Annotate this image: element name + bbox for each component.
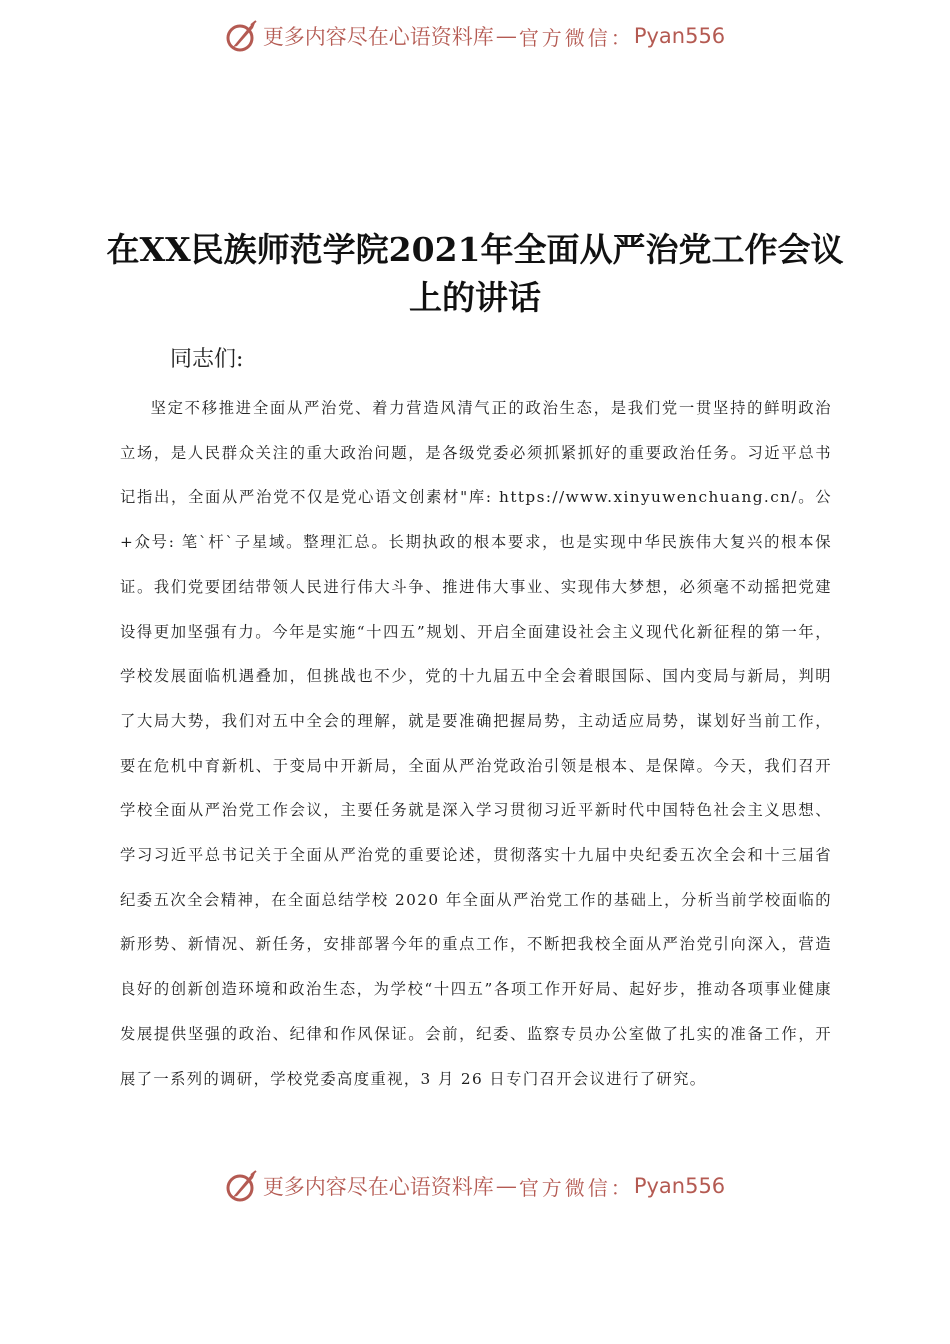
watermark-wechat-label: 官方微信： [518,1175,634,1200]
quill-logo-icon [225,19,259,53]
watermark-brand-text: 更多内容尽在心语资料库 [262,1175,494,1199]
quill-logo-icon [225,1169,259,1203]
body-paragraph: 坚定不移推进全面从严治党、着力营造风清气正的政治生态，是我们党一贯坚持的鲜明政治立场，是人民群众关注的重大政治问题，是各级党委必须抓紧抓好的重要政治任务。习近平总书记指出，全面从严治党不仅是党心语文创素材"库: https://www.xinyuwenchuang.cn/。公+众号: 笔`杆`子星域。整理汇总。长期执政的根本要求，也是实现中华民族伟大复兴的根本保证。我们党要团结带领人民进行伟大斗争、推进伟大事业、实现伟大梦想，必须毫不动摇把党建设得更加坚强有力。今年是实施“十四五”规划、开启全面建设社会主义现代化新征程的第一年，学校发展面临机遇叠加，但挑战也不少，党的十九届五中全会着眼国际、国内变局与新局，判明了大局大势，我们对五中全会的理解，就是要准确把握局势，主动适应局势，谋划好当前工作，要在危机中育新机、于变局中开新局，全面从严治党政治引领是根本、是保障。今天，我们召开学校全面从严治党工作会议，主要任务就是深入学习贯彻习近平新时代中国特色社会主义思想、学习习近平总书记关于全面从严治党的重要论述，贯彻落实十九届中央纪委五次全会和十三届省纪委五次全会精神，在全面总结学校 2020 年全面从严治党工作的基础上，分析当前学校面临的新形势、新情况、新任务，安排部署今年的重点工作，不断把我校全面从严治党引向深入，营造良好的创新创造环境和政治生态，为学校“十四五”各项工作开好局、起好步，推动各项事业健康发展提供坚强的政治、纪律和作风保证。会前，纪委、监察专员办公室做了扎实的准备工作，开展了一系列的调研，学校党委高度重视，3 月 26 日专门召开会议进行了研究。 [120,399,832,1088]
watermark-banner-top [0,16,950,56]
watermark-banner-bottom [0,1166,950,1206]
watermark-separator: — [495,1174,517,1198]
watermark-brand-text: 更多内容尽在心语资料库 [262,25,494,49]
watermark-wechat-id: Pyan556 [633,1174,726,1198]
watermark-separator: — [495,24,517,48]
document-title: 在XX民族师范学院2021年全面从严治党工作会议上的讲话 [106,230,844,317]
salutation: 同志们: [170,347,244,372]
watermark-wechat-label: 官方微信： [518,25,634,50]
watermark-wechat-id: Pyan556 [633,24,726,48]
